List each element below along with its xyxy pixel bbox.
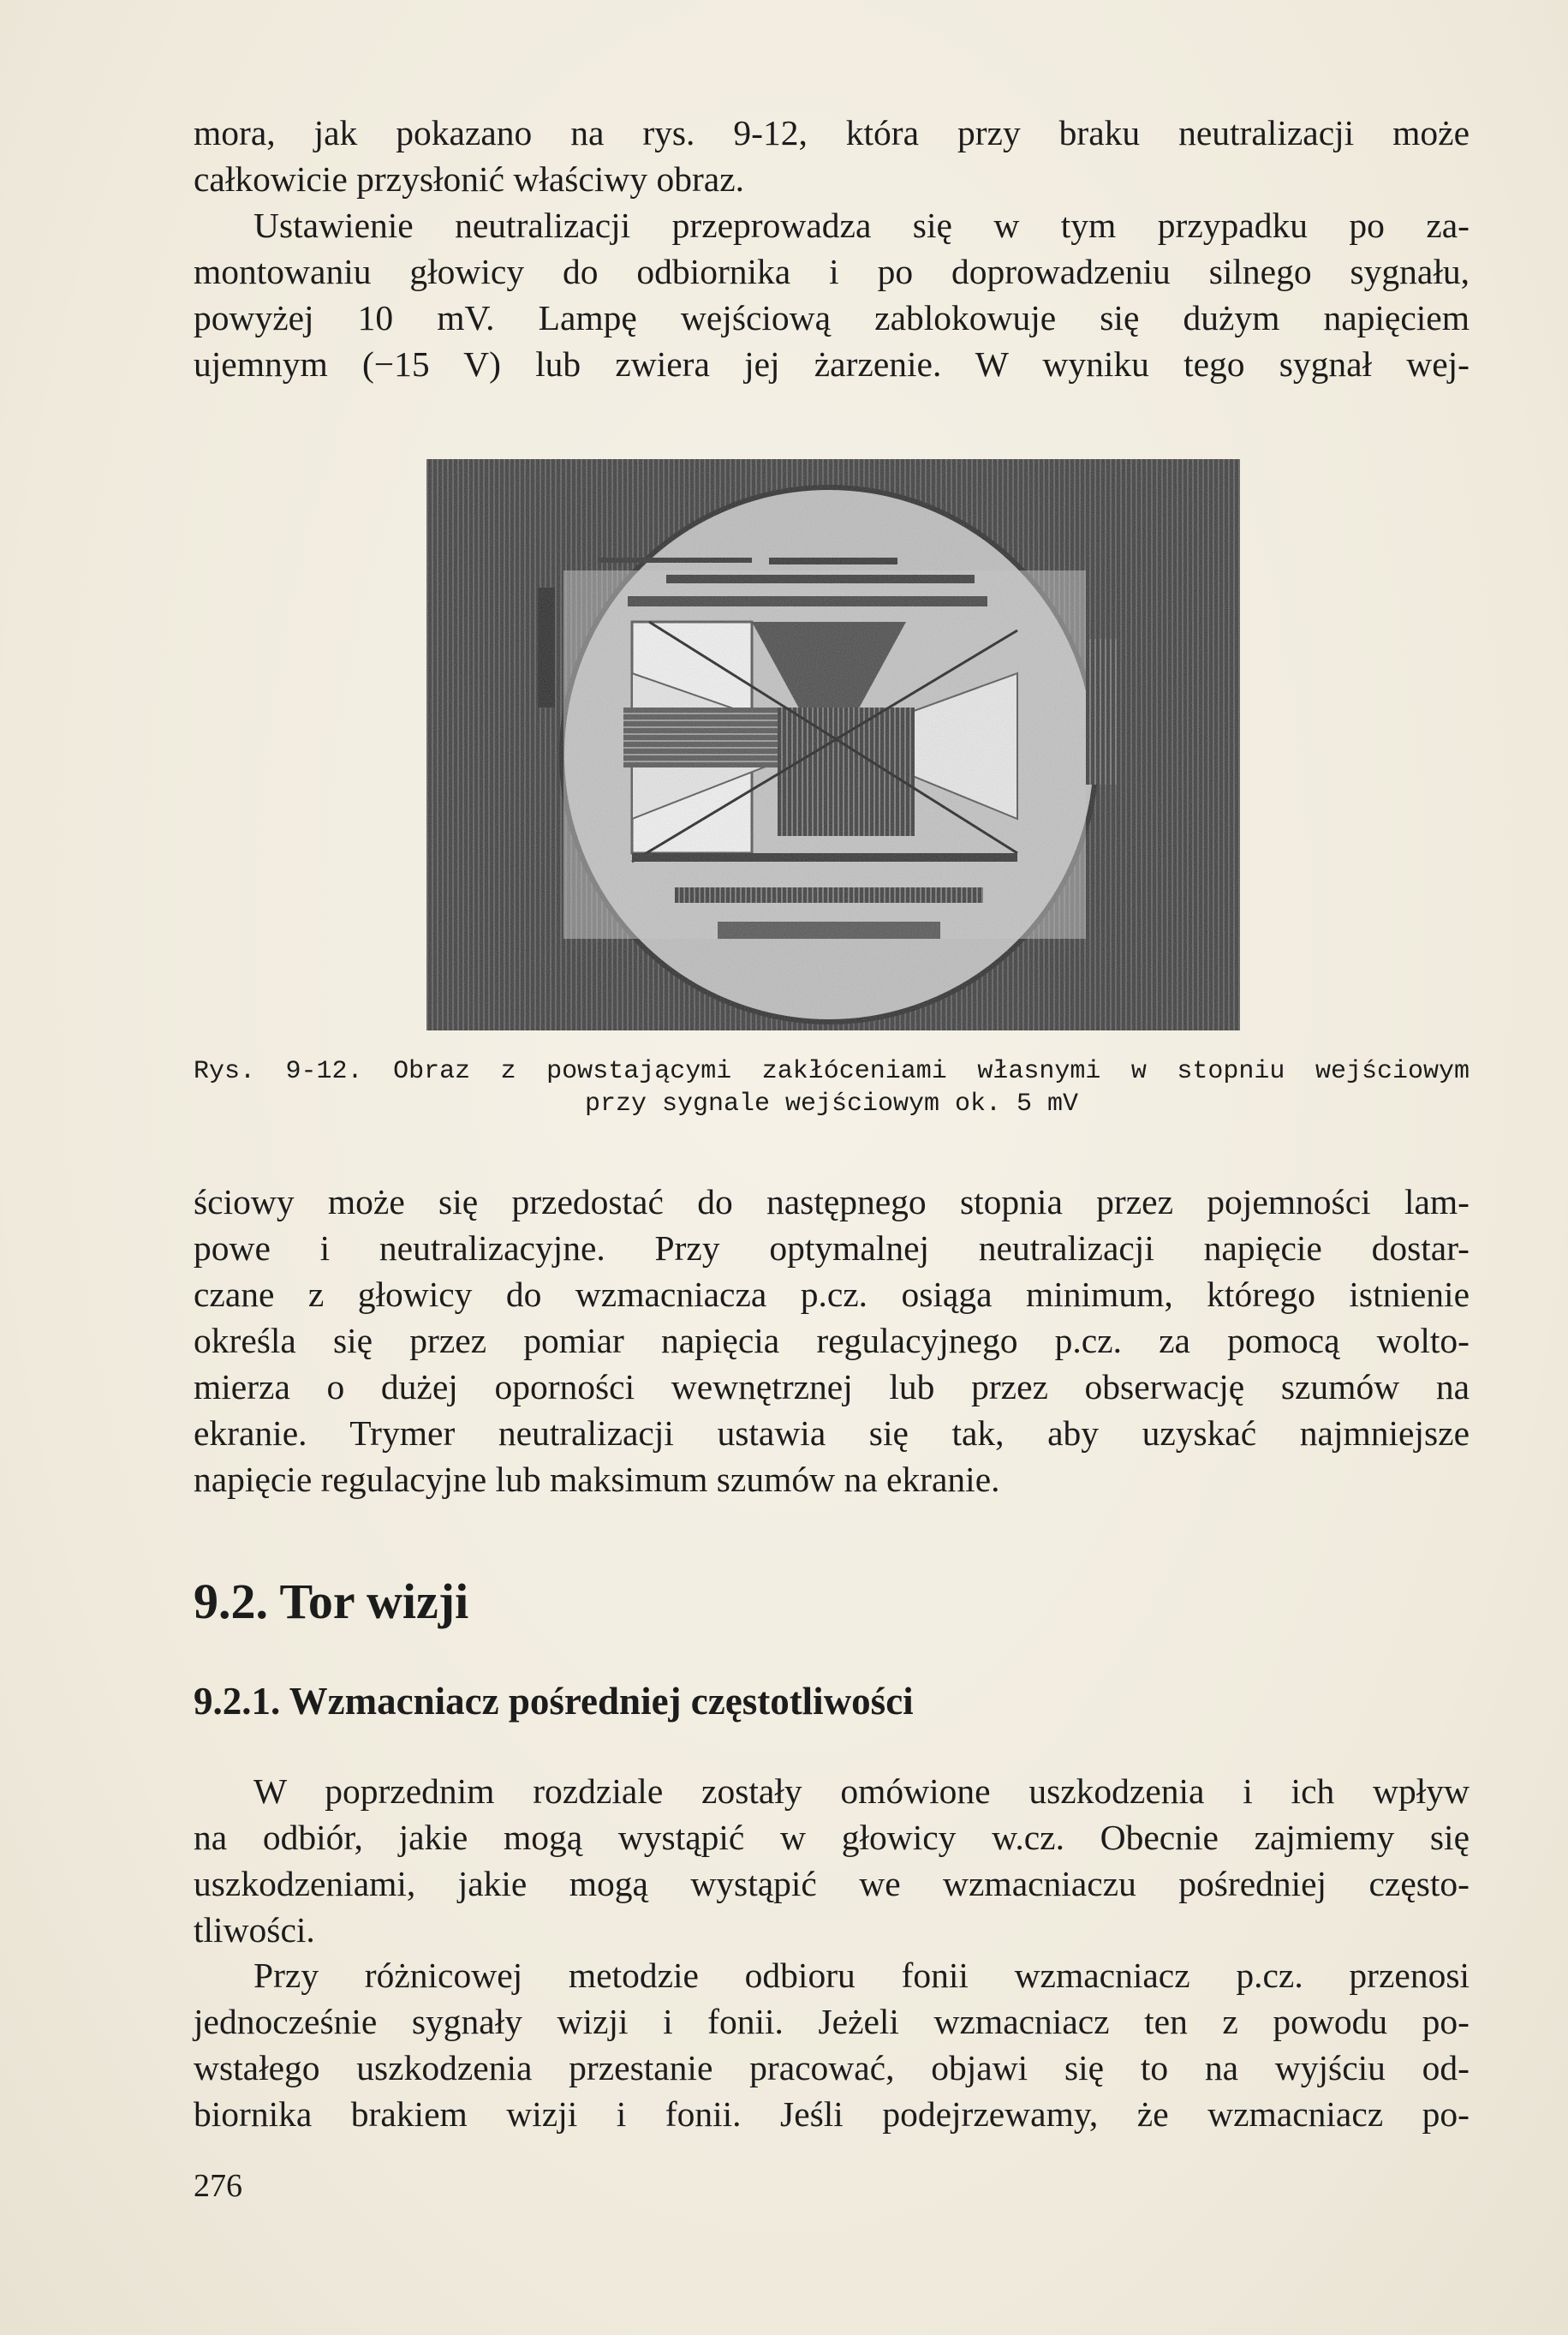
section-heading: 9.2. Tor wizji xyxy=(194,1574,469,1629)
text-line: biornika brakiem wizji i fonii. Jeśli podejrzewamy, że wzmacniacz po- xyxy=(194,2094,1470,2134)
text-line: mora, jak pokazano na rys. 9-12, która przy braku neutralizacji może xyxy=(194,113,1470,152)
text-line: powe i neutralizacyjne. Przy optymalnej neutralizacji napięcie dostar- xyxy=(194,1228,1470,1268)
text-line: czane z głowicy do wzmacniacza p.cz. osiąga minimum, którego istnienie xyxy=(194,1275,1470,1314)
figure-caption xyxy=(194,1055,1470,1120)
text-line: W poprzednim rozdziale zostały omówione uszkodzenia i ich wpływ xyxy=(253,1771,1470,1811)
text-line: określa się przez pomiar napięcia regulacyjnego p.cz. za pomocą wolto- xyxy=(194,1321,1470,1360)
text-line: mierza o dużej oporności wewnętrznej lub przez obserwację szumów na xyxy=(194,1367,1470,1406)
page-number: 276 xyxy=(194,2168,242,2204)
text-line: uszkodzeniami, jakie mogą wystąpić we wzmacniaczu pośredniej często- xyxy=(194,1864,1470,1903)
text-line: ekranie. Trymer neutralizacji ustawia się tak, aby uzyskać najmniejsze xyxy=(194,1413,1470,1453)
text-line: montowaniu głowicy do odbiornika i po doprowadzeniu silnego sygnału, xyxy=(194,252,1470,291)
subsection-heading: 9.2.1. Wzmacniacz pośredniej częstotliwości xyxy=(194,1680,914,1723)
text-line: na odbiór, jakie mogą wystąpić w głowicy w.cz. Obecnie zajmiemy się xyxy=(194,1818,1470,1857)
text-line: napięcie regulacyjne lub maksimum szumów na ekranie. xyxy=(194,1460,1000,1499)
figure-photo-test-pattern xyxy=(426,459,1240,1030)
paragraph-intro xyxy=(194,110,1470,387)
text-line: ujemnym (−15 V) lub zwiera jej żarzenie. W wyniku tego sygnał wej- xyxy=(194,344,1470,384)
text-line: Przy różnicowej metodzie odbioru fonii wzmacniacz p.cz. przenosi xyxy=(253,1956,1470,1995)
paragraph-continuation xyxy=(194,1179,1470,1502)
text-line: powyżej 10 mV. Lampę wejściową zablokowuje się dużym napięciem xyxy=(194,298,1470,337)
test-pattern-image xyxy=(426,459,1240,1030)
text-line: Ustawienie neutralizacji przeprowadza się w tym przypadku po za- xyxy=(253,206,1470,245)
paragraph-differential xyxy=(194,1952,1470,2137)
paragraph-subsection-intro xyxy=(194,1768,1470,1953)
text-line: jednocześnie sygnały wizji i fonii. Jeżeli wzmacniacz ten z powodu po- xyxy=(194,2002,1470,2041)
text-line: ściowy może się przedostać do następnego stopnia przez pojemności lam- xyxy=(194,1182,1470,1221)
text-line: tliwości. xyxy=(194,1910,315,1950)
caption-line: Rys. 9-12. Obraz z powstającymi zakłóceniami własnymi w stopniu wejściowym xyxy=(194,1057,1470,1086)
text-line: całkowicie przysłonić właściwy obraz. xyxy=(194,159,745,199)
caption-line: przy sygnale wejściowym ok. 5 mV xyxy=(584,1090,1079,1119)
text-line: wstałego uszkodzenia przestanie pracować, objawi się to na wyjściu od- xyxy=(194,2048,1470,2087)
